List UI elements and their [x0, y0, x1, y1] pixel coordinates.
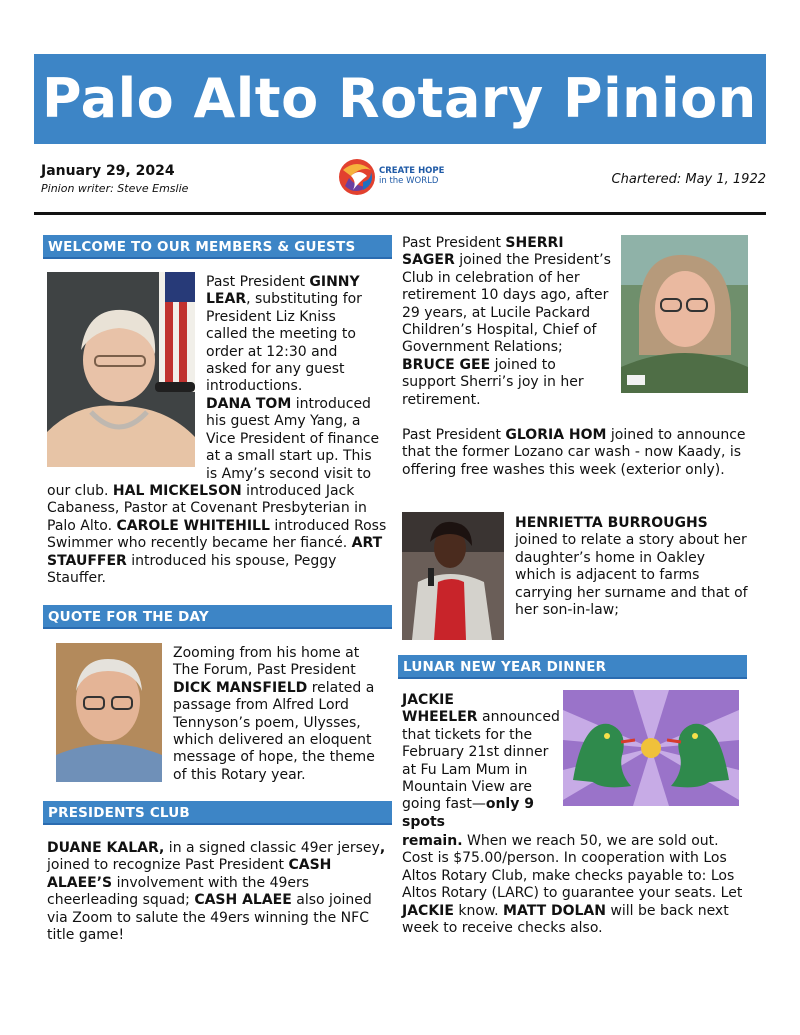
sherri-para-top: Past President SHERRI SAGER joined the President’s Club in celebration of her retirement 10 days ago, after 29 years, at Lucile Packard Children’s Hospital, Chief of Government Relations; BRUCE GEE joined to support Sherri’s joy in her retirement. — [402, 235, 611, 408]
pinion-writer: Pinion writer: Steve Emslie — [41, 182, 189, 195]
quote-heading: QUOTE FOR THE DAY — [43, 605, 392, 629]
issue-date: January 29, 2024 — [41, 163, 175, 179]
henrietta-text: HENRIETTA BURROUGHS joined to relate a story about her daughter’s home in Oakley which is adjacent to farms carrying her surname and that of her son-in-law; — [515, 515, 748, 619]
welcome-para-2b: our club. HAL MICKELSON introduced Jack Cabaness, Pastor at Covenant Presbyterian in Palo Alto. CAROLE WHITEHILL introduced Ross Swimmer who recently became her fiancé. ART STAUFFER introduced his spouse, Peggy Stauffer. — [47, 483, 387, 587]
welcome-heading: WELCOME TO OUR MEMBERS & GUESTS — [43, 235, 392, 259]
newsletter-title: Palo Alto Rotary Pinion — [42, 67, 757, 130]
ginny-lear-photo — [47, 272, 195, 467]
lunar-new-year-heading: LUNAR NEW YEAR DINNER — [398, 655, 747, 679]
welcome-para-1: Past President GINNY LEAR, substituting for President Liz Kniss called the meeting to order at 12:30 and asked for any guest introductions. — [206, 274, 362, 395]
lunar-text-bottom: remain. When we reach 50, we are sold out. Cost is $75.00/person. In cooperation with Los Altos Rotary Club, make checks payable to: Los Altos Rotary (LARC) to guarantee your seats. Let JACKIE know. MATT DOLAN will be back next week to receive checks also. — [402, 833, 743, 937]
henrietta-burroughs-photo — [402, 512, 504, 640]
logo-line-1: CREATE HOPE — [379, 166, 445, 176]
quote-text: Zooming from his home at The Forum, Past President DICK MANSFIELD related a passage from Alfred Lord Tennyson’s poem, Ulysses, which delivered an eloquent message of hope, the theme of this Rotary year. — [173, 645, 375, 783]
logo-text — [379, 166, 444, 186]
dragons-illustration — [563, 690, 739, 806]
gloria-hom-para: Past President GLORIA HOM joined to announce that the former Lozano car wash - now Kaady, is offering free washes this week (exterior only). — [402, 427, 746, 478]
rotary-hope-logo-icon — [337, 156, 377, 198]
logo-line-2: in the WORLD — [379, 176, 439, 186]
dick-mansfield-photo — [56, 643, 162, 782]
welcome-para-2a: DANA TOM introduced his guest Amy Yang, a Vice President of finance at a small start up. This is Amy’s second visit to — [206, 396, 380, 482]
create-hope-logo — [337, 156, 455, 198]
lunar-text-top: JACKIE WHEELER announced that tickets for the February 21st dinner at Fu Lam Mum in Mountain View are going fast—only 9 spots — [402, 692, 560, 830]
presidents-club-heading: PRESIDENTS CLUB — [43, 801, 392, 825]
chartered-date: Chartered: May 1, 1922 — [611, 172, 766, 187]
sherri-sager-photo — [621, 235, 748, 393]
masthead-banner — [34, 54, 766, 144]
presidents-club-text: DUANE KALAR, in a signed classic 49er jersey, joined to recognize Past President CASH ALAEE’S involvement with the 49ers cheerleading squad; CASH ALAEE also joined via Zoom to salute the 49ers winning the NFC title game! — [47, 840, 386, 944]
header-rule — [34, 212, 766, 215]
